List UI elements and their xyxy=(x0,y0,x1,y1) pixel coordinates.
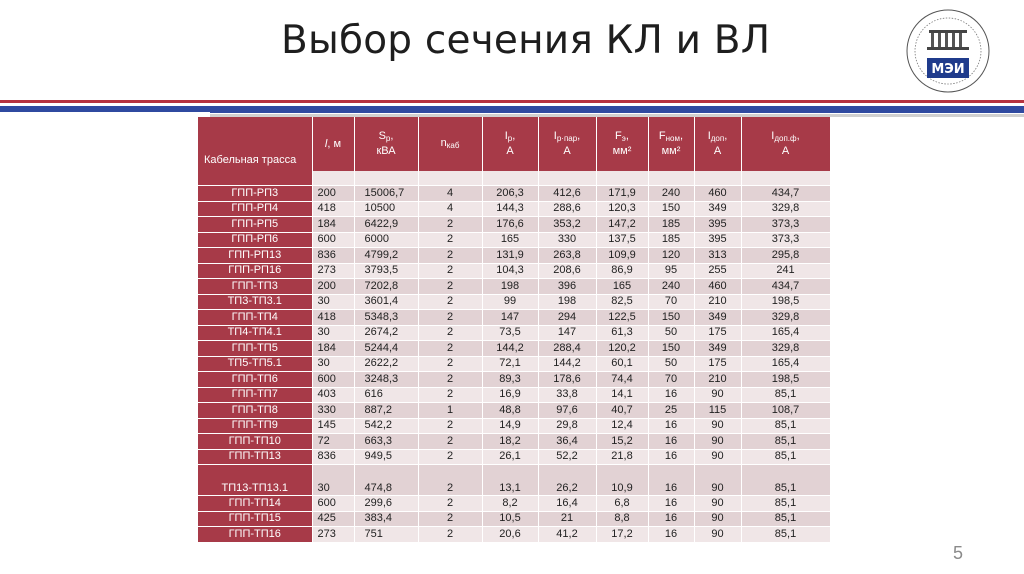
cell-current-parallel: 288,4 xyxy=(538,341,596,357)
header-nominal-section: $F_{ном}$, мм² xyxy=(648,117,694,171)
header-route: Кабельная трасса xyxy=(198,117,312,171)
cell-power: 6000 xyxy=(354,232,418,248)
cell-power: 949,5 xyxy=(354,449,418,465)
cell-actual-allowed-current: 85,1 xyxy=(741,527,830,543)
cell-actual-allowed-current: 198,5 xyxy=(741,372,830,388)
cell-allowed-current: 349 xyxy=(694,341,741,357)
cell-nominal-section: 185 xyxy=(648,232,694,248)
cell-econ-section: 165 xyxy=(596,279,648,295)
cell-power: 383,4 xyxy=(354,511,418,527)
cell-current: 206,3 xyxy=(482,186,538,202)
cell-power: 663,3 xyxy=(354,434,418,450)
cell-route: ТП4-ТП4.1 xyxy=(198,325,312,341)
cell-cable-count: 2 xyxy=(418,325,482,341)
cell-length: 30 xyxy=(312,465,354,496)
cell-actual-allowed-current: 85,1 xyxy=(741,434,830,450)
cell-current-parallel: 396 xyxy=(538,279,596,295)
cell-allowed-current: 115 xyxy=(694,403,741,419)
cell-nominal-section: 95 xyxy=(648,263,694,279)
cell-cable-count: 2 xyxy=(418,527,482,543)
cell-cable-count: 2 xyxy=(418,263,482,279)
cell-length: 184 xyxy=(312,341,354,357)
cell-allowed-current: 175 xyxy=(694,356,741,372)
logo-text: МЭИ xyxy=(931,62,965,77)
cell-length: 418 xyxy=(312,201,354,217)
cell-current: 144,3 xyxy=(482,201,538,217)
cell-nominal-section: 16 xyxy=(648,511,694,527)
cell-nominal-section: 16 xyxy=(648,496,694,512)
cell-actual-allowed-current: 165,4 xyxy=(741,356,830,372)
table-row xyxy=(198,527,830,543)
cell-cable-count: 4 xyxy=(418,186,482,202)
table-row xyxy=(198,263,830,279)
cell-power: 542,2 xyxy=(354,418,418,434)
cell-nominal-section: 150 xyxy=(648,201,694,217)
cell-current-parallel: 26,2 xyxy=(538,465,596,496)
cell-allowed-current: 210 xyxy=(694,372,741,388)
cell-length: 184 xyxy=(312,217,354,233)
cell-route: ГПП-ТП14 xyxy=(198,496,312,512)
cell-actual-allowed-current: 85,1 xyxy=(741,511,830,527)
cell-power: 10500 xyxy=(354,201,418,217)
cell-econ-section: 86,9 xyxy=(596,263,648,279)
table-row xyxy=(198,511,830,527)
cell-power: 4799,2 xyxy=(354,248,418,264)
cell-econ-section: 120,2 xyxy=(596,341,648,357)
table-row xyxy=(198,449,830,465)
cell-current-parallel: 16,4 xyxy=(538,496,596,512)
cell-nominal-section: 16 xyxy=(648,434,694,450)
cell-cable-count: 1 xyxy=(418,403,482,419)
cell-nominal-section: 16 xyxy=(648,387,694,403)
cell-power: 3248,3 xyxy=(354,372,418,388)
cell-route: ГПП-ТП4 xyxy=(198,310,312,326)
cell-actual-allowed-current: 85,1 xyxy=(741,418,830,434)
cell-length: 600 xyxy=(312,372,354,388)
table-row xyxy=(198,356,830,372)
cell-current: 10,5 xyxy=(482,511,538,527)
cell-nominal-section: 16 xyxy=(648,527,694,543)
cell-econ-section: 6,8 xyxy=(596,496,648,512)
cell-route: ГПП-РП16 xyxy=(198,263,312,279)
cell-allowed-current: 460 xyxy=(694,279,741,295)
cell-route: ТП5-ТП5.1 xyxy=(198,356,312,372)
cell-actual-allowed-current: 329,8 xyxy=(741,341,830,357)
cell-actual-allowed-current: 434,7 xyxy=(741,279,830,295)
cell-current: 13,1 xyxy=(482,465,538,496)
cell-econ-section: 14,1 xyxy=(596,387,648,403)
cell-length: 145 xyxy=(312,418,354,434)
slide-title: Выбор сечения КЛ и ВЛ xyxy=(281,18,771,63)
cell-current-parallel: 412,6 xyxy=(538,186,596,202)
cell-length: 30 xyxy=(312,294,354,310)
cell-length: 72 xyxy=(312,434,354,450)
cell-length: 600 xyxy=(312,232,354,248)
cell-current: 26,1 xyxy=(482,449,538,465)
header-econ-section: $F_э$, мм² xyxy=(596,117,648,171)
cell-econ-section: 122,5 xyxy=(596,310,648,326)
cell-actual-allowed-current: 295,8 xyxy=(741,248,830,264)
cell-power: 3601,4 xyxy=(354,294,418,310)
cell-cable-count: 2 xyxy=(418,387,482,403)
cell-allowed-current: 90 xyxy=(694,434,741,450)
cell-econ-section: 82,5 xyxy=(596,294,648,310)
cell-actual-allowed-current: 85,1 xyxy=(741,496,830,512)
cell-length: 836 xyxy=(312,248,354,264)
cell-power: 3793,5 xyxy=(354,263,418,279)
table-row xyxy=(198,465,830,496)
cell-route: ГПП-ТП5 xyxy=(198,341,312,357)
cell-allowed-current: 90 xyxy=(694,527,741,543)
cell-power: 2622,2 xyxy=(354,356,418,372)
cell-cable-count: 4 xyxy=(418,201,482,217)
cell-current-parallel: 147 xyxy=(538,325,596,341)
cell-length: 30 xyxy=(312,325,354,341)
cell-current-parallel: 178,6 xyxy=(538,372,596,388)
cell-current: 73,5 xyxy=(482,325,538,341)
cell-current-parallel: 97,6 xyxy=(538,403,596,419)
cell-current: 48,8 xyxy=(482,403,538,419)
cell-nominal-section: 16 xyxy=(648,465,694,496)
table-row xyxy=(198,232,830,248)
cell-cable-count: 2 xyxy=(418,496,482,512)
cell-power: 15006,7 xyxy=(354,186,418,202)
cell-current-parallel: 52,2 xyxy=(538,449,596,465)
header-length: l, м xyxy=(312,117,354,171)
table-row xyxy=(198,418,830,434)
cell-power: 7202,8 xyxy=(354,279,418,295)
cell-allowed-current: 90 xyxy=(694,449,741,465)
table-row xyxy=(198,248,830,264)
cell-econ-section: 10,9 xyxy=(596,465,648,496)
cell-route: ТП13-ТП13.1 xyxy=(198,465,312,496)
cell-nominal-section: 70 xyxy=(648,372,694,388)
cell-nominal-section: 240 xyxy=(648,186,694,202)
cell-route: ГПП-ТП13 xyxy=(198,449,312,465)
cell-power: 5244,4 xyxy=(354,341,418,357)
cell-econ-section: 147,2 xyxy=(596,217,648,233)
cell-current-parallel: 29,8 xyxy=(538,418,596,434)
table-row xyxy=(198,186,830,202)
cell-econ-section: 40,7 xyxy=(596,403,648,419)
table-row xyxy=(198,403,830,419)
cell-econ-section: 120,3 xyxy=(596,201,648,217)
cell-current-parallel: 144,2 xyxy=(538,356,596,372)
cell-current: 8,2 xyxy=(482,496,538,512)
cell-allowed-current: 90 xyxy=(694,511,741,527)
cell-current: 198 xyxy=(482,279,538,295)
cell-length: 273 xyxy=(312,527,354,543)
cell-power: 2674,2 xyxy=(354,325,418,341)
cell-actual-allowed-current: 329,8 xyxy=(741,310,830,326)
header-current-parallel: $I_{р\cdot пар}$, А xyxy=(538,117,596,171)
cell-route: ГПП-РП6 xyxy=(198,232,312,248)
cell-econ-section: 137,5 xyxy=(596,232,648,248)
cell-allowed-current: 90 xyxy=(694,496,741,512)
cell-allowed-current: 210 xyxy=(694,294,741,310)
cell-length: 425 xyxy=(312,511,354,527)
cell-cable-count: 2 xyxy=(418,418,482,434)
cell-cable-count: 2 xyxy=(418,217,482,233)
cell-current: 72,1 xyxy=(482,356,538,372)
cell-econ-section: 17,2 xyxy=(596,527,648,543)
cell-actual-allowed-current: 108,7 xyxy=(741,403,830,419)
table-row xyxy=(198,279,830,295)
cell-allowed-current: 395 xyxy=(694,232,741,248)
table-row xyxy=(198,434,830,450)
cell-nominal-section: 50 xyxy=(648,356,694,372)
cell-current-parallel: 353,2 xyxy=(538,217,596,233)
cell-nominal-section: 16 xyxy=(648,418,694,434)
cell-route: ГПП-РП3 xyxy=(198,186,312,202)
cell-actual-allowed-current: 85,1 xyxy=(741,465,830,496)
cell-nominal-section: 150 xyxy=(648,310,694,326)
cell-econ-section: 109,9 xyxy=(596,248,648,264)
cell-length: 273 xyxy=(312,263,354,279)
cell-actual-allowed-current: 434,7 xyxy=(741,186,830,202)
cell-nominal-section: 240 xyxy=(648,279,694,295)
table-header-row xyxy=(198,117,830,171)
cell-current: 89,3 xyxy=(482,372,538,388)
cell-actual-allowed-current: 198,5 xyxy=(741,294,830,310)
cell-nominal-section: 16 xyxy=(648,449,694,465)
cell-nominal-section: 70 xyxy=(648,294,694,310)
cell-econ-section: 12,4 xyxy=(596,418,648,434)
cell-length: 330 xyxy=(312,403,354,419)
cell-route: ГПП-ТП10 xyxy=(198,434,312,450)
cell-allowed-current: 395 xyxy=(694,217,741,233)
table-row xyxy=(198,294,830,310)
cell-length: 30 xyxy=(312,356,354,372)
cell-cable-count: 2 xyxy=(418,248,482,264)
cell-nominal-section: 185 xyxy=(648,217,694,233)
cell-nominal-section: 150 xyxy=(648,341,694,357)
header-cable-count: $n_{каб}$ xyxy=(418,117,482,171)
cell-power: 474,8 xyxy=(354,465,418,496)
cell-allowed-current: 90 xyxy=(694,387,741,403)
cell-length: 200 xyxy=(312,279,354,295)
cell-power: 751 xyxy=(354,527,418,543)
cell-length: 600 xyxy=(312,496,354,512)
cell-route: ГПП-ТП16 xyxy=(198,527,312,543)
cell-actual-allowed-current: 373,3 xyxy=(741,232,830,248)
cell-cable-count: 2 xyxy=(418,449,482,465)
cell-cable-count: 2 xyxy=(418,356,482,372)
cell-power: 299,6 xyxy=(354,496,418,512)
table-row xyxy=(198,496,830,512)
cell-current-parallel: 36,4 xyxy=(538,434,596,450)
cell-econ-section: 171,9 xyxy=(596,186,648,202)
cell-route: ГПП-РП4 xyxy=(198,201,312,217)
header-power: $S_р$, кВА xyxy=(354,117,418,171)
table-row xyxy=(198,387,830,403)
cell-current-parallel: 288,6 xyxy=(538,201,596,217)
cell-actual-allowed-current: 165,4 xyxy=(741,325,830,341)
header-current: $I_р$, А xyxy=(482,117,538,171)
cell-allowed-current: 255 xyxy=(694,263,741,279)
cell-econ-section: 21,8 xyxy=(596,449,648,465)
cell-route: ГПП-ТП8 xyxy=(198,403,312,419)
cell-current: 104,3 xyxy=(482,263,538,279)
table-row xyxy=(198,341,830,357)
cell-allowed-current: 460 xyxy=(694,186,741,202)
cell-current-parallel: 33,8 xyxy=(538,387,596,403)
cell-allowed-current: 349 xyxy=(694,201,741,217)
table-row xyxy=(198,310,830,326)
cell-length: 403 xyxy=(312,387,354,403)
cell-power: 887,2 xyxy=(354,403,418,419)
cell-current: 165 xyxy=(482,232,538,248)
cell-route: ГПП-ТП3 xyxy=(198,279,312,295)
cell-actual-allowed-current: 373,3 xyxy=(741,217,830,233)
cell-length: 200 xyxy=(312,186,354,202)
cell-cable-count: 2 xyxy=(418,232,482,248)
cell-econ-section: 61,3 xyxy=(596,325,648,341)
cell-route: ГПП-ТП15 xyxy=(198,511,312,527)
cell-current-parallel: 208,6 xyxy=(538,263,596,279)
cell-current: 144,2 xyxy=(482,341,538,357)
header-actual-allowed-current: $I_{доп.ф}$, А xyxy=(741,117,830,171)
cell-current-parallel: 198 xyxy=(538,294,596,310)
cell-current: 147 xyxy=(482,310,538,326)
cell-current: 99 xyxy=(482,294,538,310)
cell-cable-count: 2 xyxy=(418,511,482,527)
cell-current: 131,9 xyxy=(482,248,538,264)
table-spacer-row xyxy=(198,171,830,186)
cell-route: ГПП-ТП9 xyxy=(198,418,312,434)
cell-power: 6422,9 xyxy=(354,217,418,233)
page-number: 5 xyxy=(953,543,964,563)
header-allowed-current: $I_{доп}$, А xyxy=(694,117,741,171)
cell-cable-count: 2 xyxy=(418,341,482,357)
cell-allowed-current: 175 xyxy=(694,325,741,341)
cell-cable-count: 2 xyxy=(418,465,482,496)
cell-actual-allowed-current: 85,1 xyxy=(741,387,830,403)
cell-current: 176,6 xyxy=(482,217,538,233)
cell-length: 836 xyxy=(312,449,354,465)
cell-cable-count: 2 xyxy=(418,279,482,295)
cell-route: ГПП-РП5 xyxy=(198,217,312,233)
cell-power: 616 xyxy=(354,387,418,403)
cell-nominal-section: 50 xyxy=(648,325,694,341)
table-row xyxy=(198,325,830,341)
cell-allowed-current: 313 xyxy=(694,248,741,264)
cell-route: ТП3-ТП3.1 xyxy=(198,294,312,310)
cell-allowed-current: 90 xyxy=(694,465,741,496)
cell-current-parallel: 263,8 xyxy=(538,248,596,264)
cell-current: 14,9 xyxy=(482,418,538,434)
cell-route: ГПП-ТП6 xyxy=(198,372,312,388)
cell-econ-section: 74,4 xyxy=(596,372,648,388)
cell-cable-count: 2 xyxy=(418,372,482,388)
cell-econ-section: 15,2 xyxy=(596,434,648,450)
cell-current: 20,6 xyxy=(482,527,538,543)
cell-actual-allowed-current: 329,8 xyxy=(741,201,830,217)
cell-current-parallel: 294 xyxy=(538,310,596,326)
university-logo-icon xyxy=(905,8,991,94)
cell-econ-section: 8,8 xyxy=(596,511,648,527)
cell-current-parallel: 21 xyxy=(538,511,596,527)
cell-allowed-current: 349 xyxy=(694,310,741,326)
header-band-red xyxy=(0,100,1024,103)
cell-allowed-current: 90 xyxy=(694,418,741,434)
cell-route: ГПП-ТП7 xyxy=(198,387,312,403)
cell-route: ГПП-РП13 xyxy=(198,248,312,264)
table-row xyxy=(198,372,830,388)
cell-nominal-section: 120 xyxy=(648,248,694,264)
cell-current: 18,2 xyxy=(482,434,538,450)
cell-actual-allowed-current: 85,1 xyxy=(741,449,830,465)
cell-actual-allowed-current: 241 xyxy=(741,263,830,279)
cell-current-parallel: 41,2 xyxy=(538,527,596,543)
table-row xyxy=(198,201,830,217)
cell-current: 16,9 xyxy=(482,387,538,403)
cell-length: 418 xyxy=(312,310,354,326)
cell-econ-section: 60,1 xyxy=(596,356,648,372)
table-row xyxy=(198,217,830,233)
cell-cable-count: 2 xyxy=(418,310,482,326)
cell-power: 5348,3 xyxy=(354,310,418,326)
cable-section-table xyxy=(198,117,831,543)
cell-nominal-section: 25 xyxy=(648,403,694,419)
cell-cable-count: 2 xyxy=(418,294,482,310)
cell-cable-count: 2 xyxy=(418,434,482,450)
cell-current-parallel: 330 xyxy=(538,232,596,248)
